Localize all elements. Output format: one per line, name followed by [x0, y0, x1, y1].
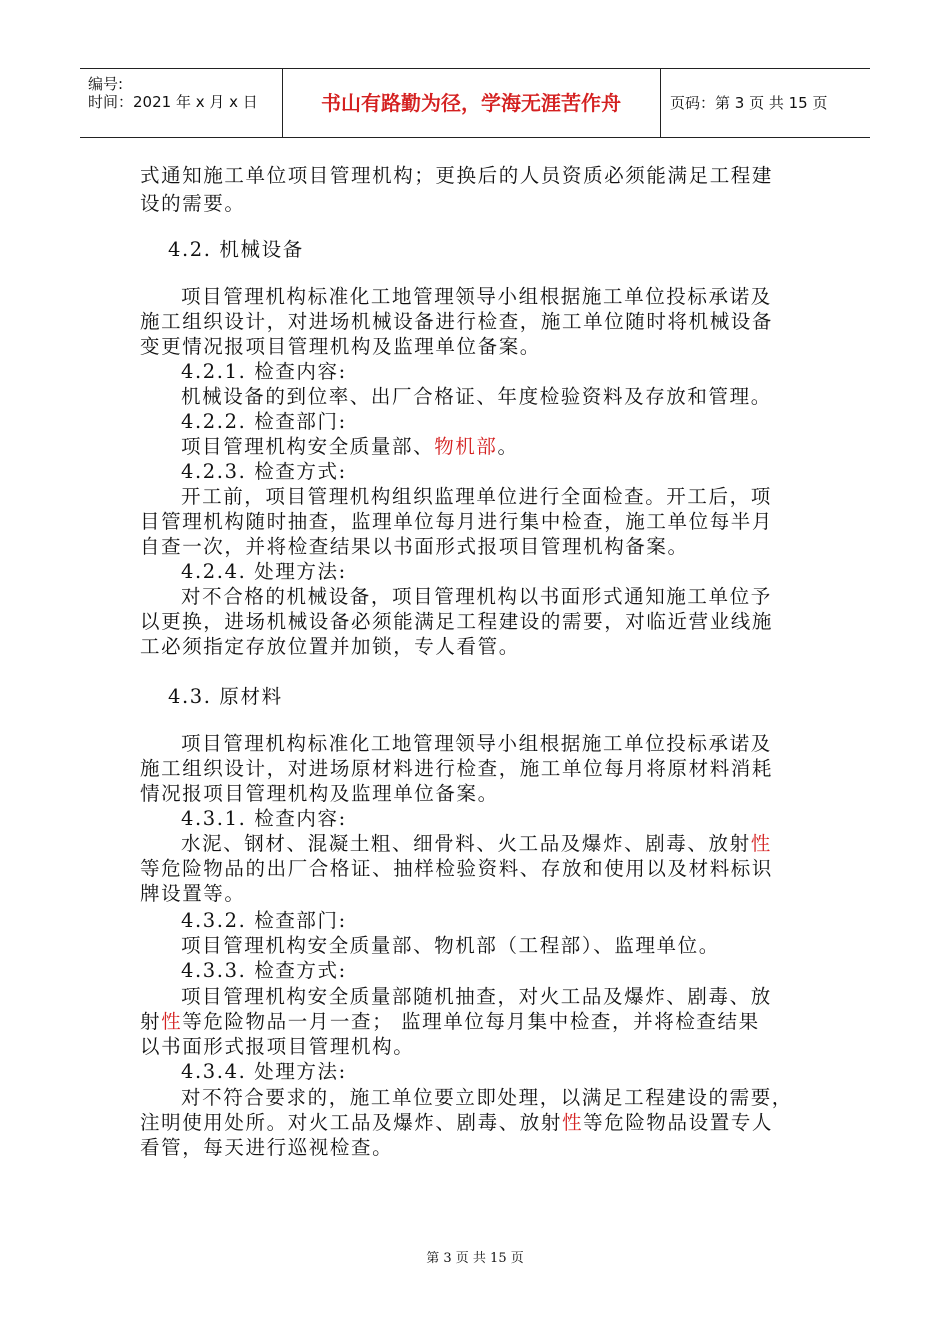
subsection-heading: 4.2.3. 检查方式: [181, 460, 347, 483]
subsection-heading: 4.2.1. 检查内容: [181, 360, 347, 383]
header-page-info: 页码：第 3 页 共 15 页 [670, 94, 828, 112]
body-line: 设的需要。 [140, 192, 246, 215]
page-header [80, 68, 870, 138]
text-run: 。 [497, 435, 519, 458]
highlight-text: 性 [750, 832, 772, 855]
subsection-heading: 4.2.4. 处理方法: [181, 560, 347, 583]
text-run: 等危险物品设置专人 [583, 1111, 774, 1134]
body-line: 项目管理机构安全质量部随机抽查，对火工品及爆炸、剧毒、放 [181, 985, 772, 1008]
body-line: 项目管理机构标准化工地管理领导小组根据施工单位投标承诺及 [181, 732, 772, 755]
serial-label: 编号: [88, 75, 124, 93]
date-label: 时间：2021 年 x 月 x 日 [88, 93, 258, 111]
header-slogan: 书山有路勤为径，学海无涯苦作舟 [321, 91, 621, 115]
text-run: 水泥、钢材、混凝土粗、细骨料、火工品及爆炸、剧毒、放射 [181, 832, 751, 855]
body-line [140, 1009, 760, 1035]
body-line: 工必须指定存放位置并加锁，专人看管。 [140, 635, 520, 658]
subsection-heading: 4.3.3. 检查方式: [181, 959, 347, 982]
body-line: 施工组织设计，对进场原材料进行检查，施工单位每月将原材料消耗 [140, 757, 774, 780]
body-line: 以书面形式报项目管理机构。 [140, 1035, 415, 1058]
section-heading: 4.3. 原材料 [168, 685, 283, 708]
subsection-heading: 4.3.1. 检查内容: [181, 807, 347, 830]
body-line: 情况报项目管理机构及监理单位备案。 [140, 782, 499, 805]
subsection-heading: 4.3.4. 处理方法: [181, 1060, 347, 1083]
body-line: 项目管理机构安全质量部、物机部（工程部）、监理单位。 [181, 934, 720, 957]
subsection-heading: 4.3.2. 检查部门: [181, 909, 347, 932]
section-heading: 4.2. 机械设备 [168, 238, 304, 261]
subsection-heading: 4.2.2. 检查部门: [181, 410, 347, 433]
body-line: 自查一次，并将检查结果以书面形式报项目管理机构备案。 [140, 535, 689, 558]
body-line: 开工前，项目管理机构组织监理单位进行全面检查。开工后，项 [181, 485, 772, 508]
body-line: 等危险物品的出厂合格证、抽样检验资料、存放和使用以及材料标识 [140, 857, 774, 880]
highlight-text: 性 [562, 1111, 584, 1134]
body-line: 施工组织设计，对进场机械设备进行检查，施工单位随时将机械设备 [140, 310, 774, 333]
text-run: 射 [140, 1010, 162, 1033]
body-line [140, 1110, 773, 1136]
body-line: 项目管理机构标准化工地管理领导小组根据施工单位投标承诺及 [181, 285, 772, 308]
text-run: 等危险物品一月一查； 监理单位每月集中检查，并将检查结果 [182, 1010, 760, 1033]
body-line: 牌设置等。 [140, 882, 246, 905]
body-line: 目管理机构随时抽查，监理单位每月进行集中检查，施工单位每半月 [140, 510, 774, 533]
page-footer: 第 3 页 共 15 页 [426, 1251, 524, 1266]
text-run: 项目管理机构安全质量部、 [181, 435, 435, 458]
body-line: 机械设备的到位率、出厂合格证、年度检验资料及存放和管理。 [181, 385, 772, 408]
body-line: 以更换，进场机械设备必须能满足工程建设的需要，对临近营业线施 [140, 610, 774, 633]
body-line: 看管，每天进行巡视检查。 [140, 1136, 394, 1159]
text-run: 注明使用处所。对火工品及爆炸、剧毒、放射 [140, 1111, 563, 1134]
body-line [181, 831, 772, 857]
body-line: 变更情况报项目管理机构及监理单位备案。 [140, 335, 541, 358]
header-divider [660, 69, 662, 137]
body-line [181, 434, 519, 460]
highlight-text: 物机部 [434, 435, 498, 458]
body-line: 对不合格的机械设备，项目管理机构以书面形式通知施工单位予 [181, 585, 772, 608]
body-line: 式通知施工单位项目管理机构；更换后的人员资质必须能满足工程建 [140, 164, 774, 187]
highlight-text: 性 [161, 1010, 183, 1033]
body-line: 对不符合要求的，施工单位要立即处理，以满足工程建设的需要， [181, 1086, 793, 1109]
header-info-cell [80, 69, 283, 137]
